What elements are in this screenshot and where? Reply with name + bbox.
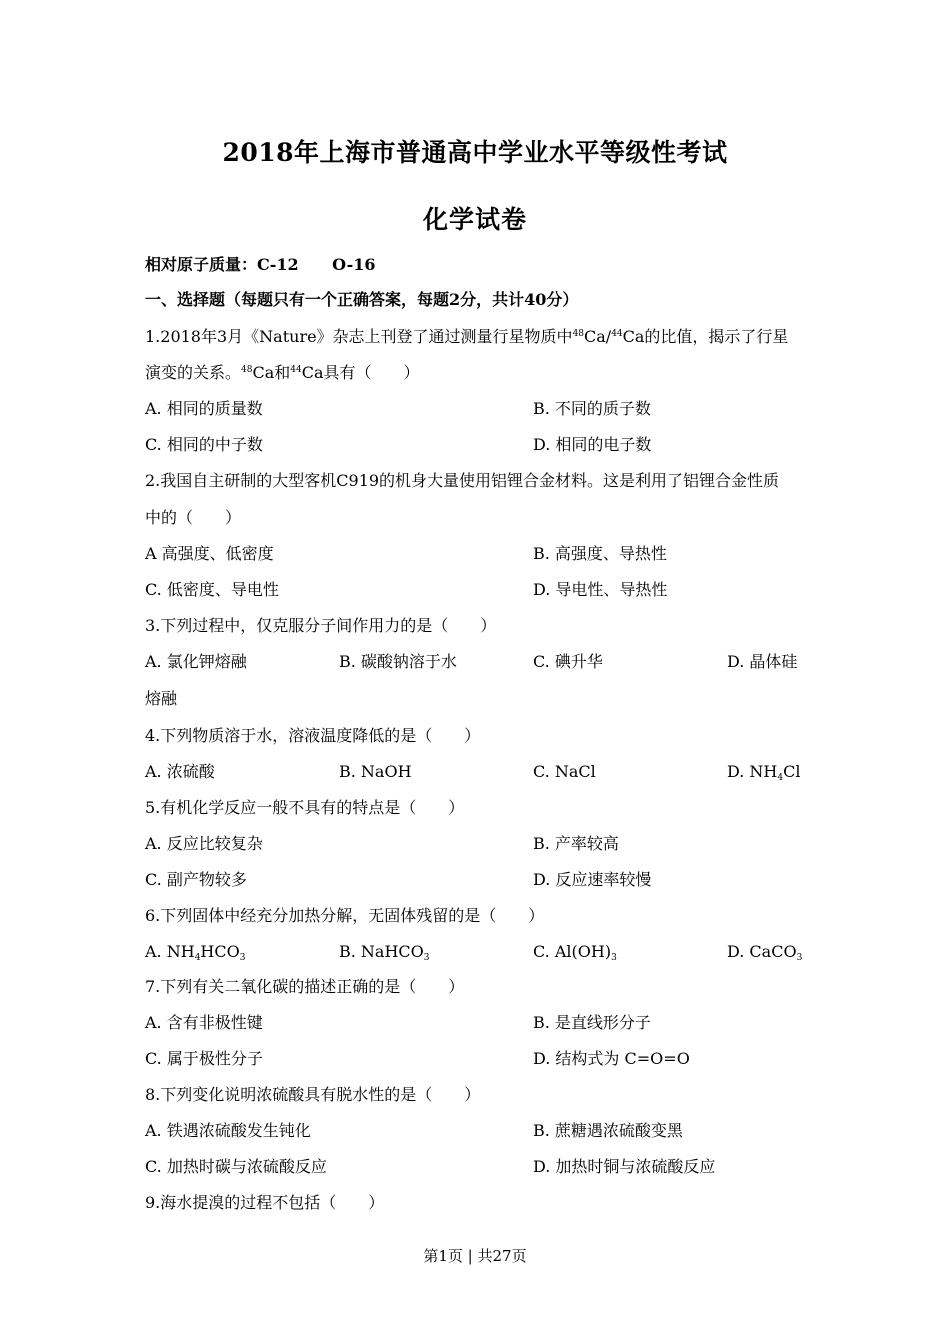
formula-text: D. CaCO — [727, 942, 797, 961]
q5-option-d: D. 反应速率较慢 — [533, 870, 652, 889]
subscript: 3 — [239, 953, 246, 963]
question-4-stem: 4.下列物质溶于水，溶液温度降低的是（ ） — [145, 726, 481, 745]
question-3-stem: 3.下列过程中，仅克服分子间作用力的是（ ） — [145, 616, 497, 635]
q1-text: Ca具有（ ） — [301, 363, 420, 382]
subscript: 3 — [796, 953, 803, 963]
q8-option-a: A. 铁遇浓硫酸发生钝化 — [145, 1121, 311, 1140]
q5-option-a: A. 反应比较复杂 — [145, 834, 263, 853]
q6-option-d — [727, 942, 802, 962]
formula-text: HCO — [200, 942, 240, 961]
page-title: 2018年上海市普通高中学业水平等级性考试 — [222, 138, 728, 167]
question-9-stem: 9.海水提溴的过程不包括（ ） — [145, 1193, 385, 1212]
formula-text: C. Al(OH) — [533, 942, 612, 961]
q7-option-b: B. 是直线形分子 — [533, 1013, 651, 1032]
formula-text: Cl — [783, 762, 801, 781]
q3-option-b: B. 碳酸钠溶于水 — [339, 652, 457, 671]
section-heading: 一、选择题（每题只有一个正确答案，每题2分，共计40分） — [145, 290, 579, 309]
q1-text: 演变的关系。 — [145, 363, 242, 382]
q1-option-c: C. 相同的中子数 — [145, 435, 263, 454]
mass-number: 44 — [611, 329, 623, 339]
mass-number: 48 — [241, 365, 253, 375]
q3-option-c: C. 碘升华 — [533, 652, 603, 671]
q1-text: Ca的比值，揭示了行星 — [622, 327, 789, 346]
q8-option-d: D. 加热时铜与浓硫酸反应 — [533, 1157, 716, 1176]
question-5-stem: 5.有机化学反应一般不具有的特点是（ ） — [145, 798, 465, 817]
q4-option-c: C. NaCl — [533, 762, 596, 781]
q1-text: 1.2018年3月《Nature》杂志上刊登了通过测量行星物质中 — [145, 327, 573, 346]
q1-text: Ca/ — [584, 327, 612, 346]
q6-option-c — [533, 942, 617, 962]
question-6-stem: 6.下列固体中经充分加热分解，无固体残留的是（ ） — [145, 906, 545, 925]
q5-option-c: C. 副产物较多 — [145, 870, 247, 889]
q2-option-a: A 高强度、低密度 — [145, 544, 274, 563]
q2-option-c: C. 低密度、导电性 — [145, 580, 279, 599]
q8-option-c: C. 加热时碳与浓硫酸反应 — [145, 1157, 327, 1176]
q7-option-a: A. 含有非极性键 — [145, 1013, 263, 1032]
subscript: 4 — [194, 953, 201, 963]
q2-option-d: D. 导电性、导热性 — [533, 580, 668, 599]
question-1-line-2 — [145, 363, 420, 383]
q6-option-b — [339, 942, 430, 962]
formula-text: A. NH — [145, 942, 195, 961]
formula-text: B. NaHCO — [339, 942, 424, 961]
q4-option-d — [727, 762, 800, 782]
page-subtitle: 化学试卷 — [422, 205, 527, 234]
atomic-mass-label: 相对原子质量： — [145, 255, 258, 274]
q3-option-d: D. 晶体硅 — [727, 652, 798, 671]
q3-option-a: A. 氯化钾熔融 — [145, 652, 247, 671]
q5-option-b: B. 产率较高 — [533, 834, 619, 853]
question-2-line-2: 中的（ ） — [145, 508, 242, 527]
question-2-line-1: 2.我国自主研制的大型客机C919的机身大量使用铝锂合金材料。这是利用了铝锂合金性质 — [145, 471, 780, 490]
q6-option-a — [145, 942, 245, 962]
subscript: 3 — [423, 953, 430, 963]
q2-option-b: B. 高强度、导热性 — [533, 544, 667, 563]
q1-text: Ca和 — [252, 363, 291, 382]
mass-number: 44 — [290, 365, 302, 375]
q7-option-d: D. 结构式为 C=O=O — [533, 1049, 690, 1068]
q1-option-b: B. 不同的质子数 — [533, 399, 651, 418]
q1-option-d: D. 相同的电子数 — [533, 435, 652, 454]
atomic-mass-line — [145, 255, 376, 275]
question-8-stem: 8.下列变化说明浓硫酸具有脱水性的是（ ） — [145, 1085, 481, 1104]
q4-option-b: B. NaOH — [339, 762, 412, 781]
page-footer: 第1页 | 共27页 — [423, 1247, 527, 1265]
q4-option-a: A. 浓硫酸 — [145, 762, 215, 781]
q3-option-d-wrap: 熔融 — [145, 689, 178, 708]
subscript: 3 — [611, 953, 617, 963]
formula-text: D. NH — [727, 762, 778, 781]
q7-option-c: C. 属于极性分子 — [145, 1049, 263, 1068]
mass-number: 48 — [572, 329, 585, 339]
atomic-mass-values: C-12 O-16 — [257, 255, 376, 274]
q1-option-a: A. 相同的质量数 — [145, 399, 263, 418]
question-7-stem: 7.下列有关二氧化碳的描述正确的是（ ） — [145, 977, 465, 996]
subscript: 4 — [777, 773, 784, 783]
question-1-line-1 — [145, 327, 788, 347]
q8-option-b: B. 蔗糖遇浓硫酸变黑 — [533, 1121, 683, 1140]
